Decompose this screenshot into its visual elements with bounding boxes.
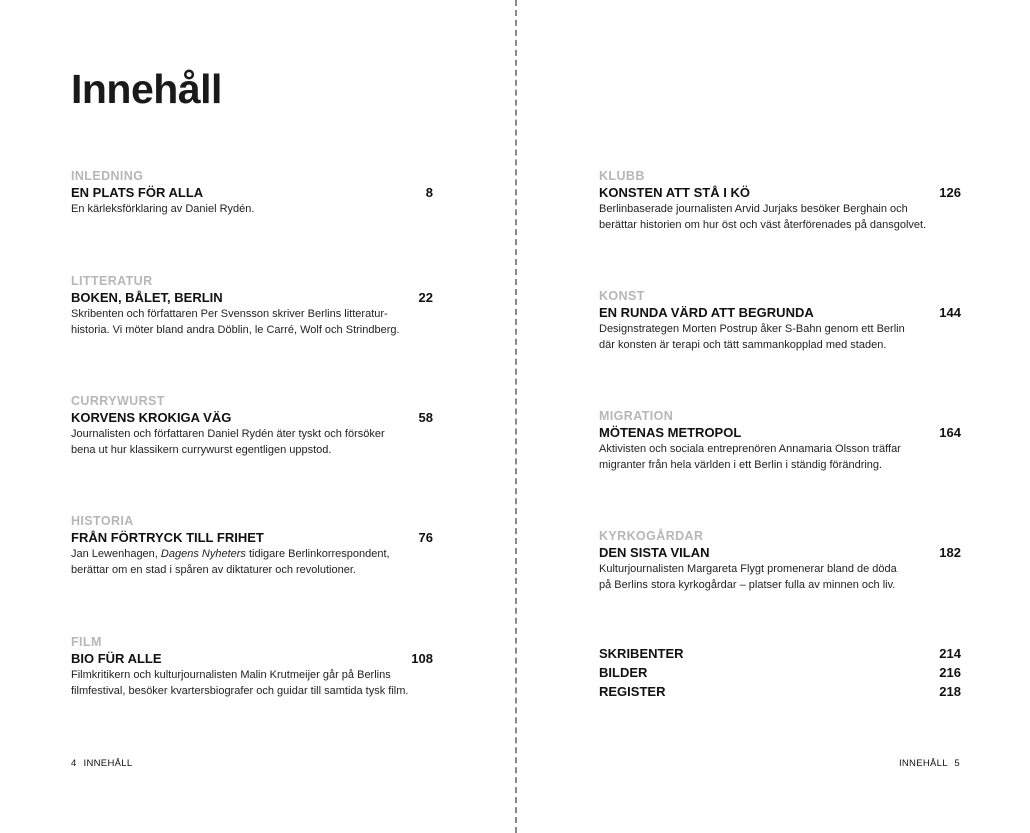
entry-heading-row [71,650,433,667]
toc-entry-litteratur [71,273,433,338]
right-page [517,0,1030,833]
section-category: KLUBB [599,169,645,183]
page-number: 126 [939,185,961,200]
entry-description [71,307,433,338]
description-line: Berlinbaserade journalisten Arvid Jurjaks besöker Berghain och [599,203,908,215]
entry-heading-row [599,544,961,561]
description-line: historia. Vi möter bland andra Döblin, le Carré, Wolf och Strindberg. [71,323,400,336]
entry-heading-row [71,289,433,306]
toc-entry-migration [599,408,961,473]
page-number: 108 [411,651,433,666]
appendix-label: BILDER [599,665,648,680]
entry-description [71,202,433,218]
entry-heading-row [599,184,961,201]
appendix-label: SKRIBENTER [599,646,684,661]
folio-left [71,758,132,769]
entry-heading: BIO FÜR ALLE [71,651,162,666]
appendix-list [599,644,961,701]
entry-heading: DEN SISTA VILAN [599,545,710,560]
appendix-item-register [599,682,961,701]
entry-heading-row [599,304,961,321]
page-number: 214 [939,646,961,661]
folio-label: INNEHÅLL [83,758,133,769]
section-category: HISTORIA [71,514,134,528]
description-line: Journalisten och författaren Daniel Rydén äter tyskt och försöker [71,428,385,440]
entry-description [599,562,961,593]
description-line: bena ut hur klassikern currywurst egentligen uppstod. [71,443,332,456]
description-line: Filmkritikern och kulturjournalisten Malin Krutmeijer går på Berlins [71,669,391,681]
appendix-label: REGISTER [599,684,666,699]
entry-heading: BOKEN, BÅLET, BERLIN [71,290,223,305]
section-category: LITTERATUR [71,274,153,288]
entry-heading: KORVENS KROKIGA VÄG [71,410,232,425]
entry-heading: MÖTENAS METROPOL [599,425,742,440]
description-text: tidigare Berlinkorrespondent, [245,548,390,560]
page-number: 216 [939,665,961,680]
entry-heading: FRÅN FÖRTRYCK TILL FRIHET [71,530,264,545]
entry-heading-row [599,424,961,441]
section-category: CURRYWURST [71,394,165,408]
entry-heading-row [71,529,433,546]
entry-description [599,442,961,473]
entry-description [599,322,961,353]
section-category: MIGRATION [599,409,674,423]
description-line: migranter från hela världen i ett Berlin i ständig förändring. [599,458,883,471]
section-category: KYRKOGÅRDAR [599,529,704,543]
folio-label: INNEHÅLL [898,758,948,769]
toc-entry-klubb [599,168,961,233]
toc-entry-historia [71,513,433,578]
page-number: 22 [418,290,433,305]
appendix-item-bilder [599,663,961,682]
page-number: 144 [939,305,961,320]
appendix-item-skribenter [599,644,961,663]
folio-number: 4 [71,758,77,769]
page-number: 182 [939,545,961,560]
page-title: Innehåll [71,66,222,112]
entry-description [71,547,433,578]
section-category: FILM [71,635,102,649]
description-line: filmfestival, besöker kvartersbiografer och guidar till samtida tysk film. [71,684,409,697]
description-line: Kulturjournalisten Margareta Flygt promenerar bland de döda [599,563,897,575]
entry-heading-row [71,184,433,201]
page-number: 58 [418,410,433,425]
toc-entry-inledning [71,168,433,218]
page-number: 164 [939,425,961,440]
toc-entry-film [71,634,433,699]
toc-entry-konst [599,288,961,353]
entry-description [71,668,433,699]
newspaper-name: Dagens Nyheters [160,548,246,560]
folio-right [899,758,960,769]
description-line: En kärleksförklaring av Daniel Rydén. [71,203,255,215]
description-line: där konsten är terapi och tätt sammankopplad med staden. [599,338,887,351]
entry-heading: KONSTEN ATT STÅ I KÖ [599,185,750,200]
page-number: 218 [939,684,961,699]
entry-description [599,202,961,233]
entry-heading-row [71,409,433,426]
description-line: Skribenten och författaren Per Svensson skriver Berlins litteratur- [71,308,388,320]
page-number: 8 [425,185,433,200]
page-number: 76 [418,530,433,545]
entry-heading: EN RUNDA VÄRD ATT BEGRUNDA [599,305,814,320]
description-line: Aktivisten och sociala entreprenören Annamaria Olsson träffar [599,443,901,455]
section-category: INLEDNING [71,169,144,183]
description-line: Designstrategen Morten Postrup åker S-Bahn genom ett Berlin [599,323,905,335]
entry-heading: EN PLATS FÖR ALLA [71,185,204,200]
description-line: på Berlins stora kyrkogårdar – platser fulla av minnen och liv. [599,578,896,591]
toc-entry-kyrkogardar [599,528,961,593]
section-category: KONST [599,289,645,303]
description-line: berättar om en stad i spåren av diktaturer och revolutioner. [71,563,356,576]
description-text: Jan Lewenhagen, [71,548,161,560]
entry-description [71,427,433,458]
folio-number: 5 [954,758,960,769]
description-line: berättar historien om hur öst och väst återförenades på dansgolvet. [599,218,927,231]
toc-entry-currywurst [71,393,433,458]
